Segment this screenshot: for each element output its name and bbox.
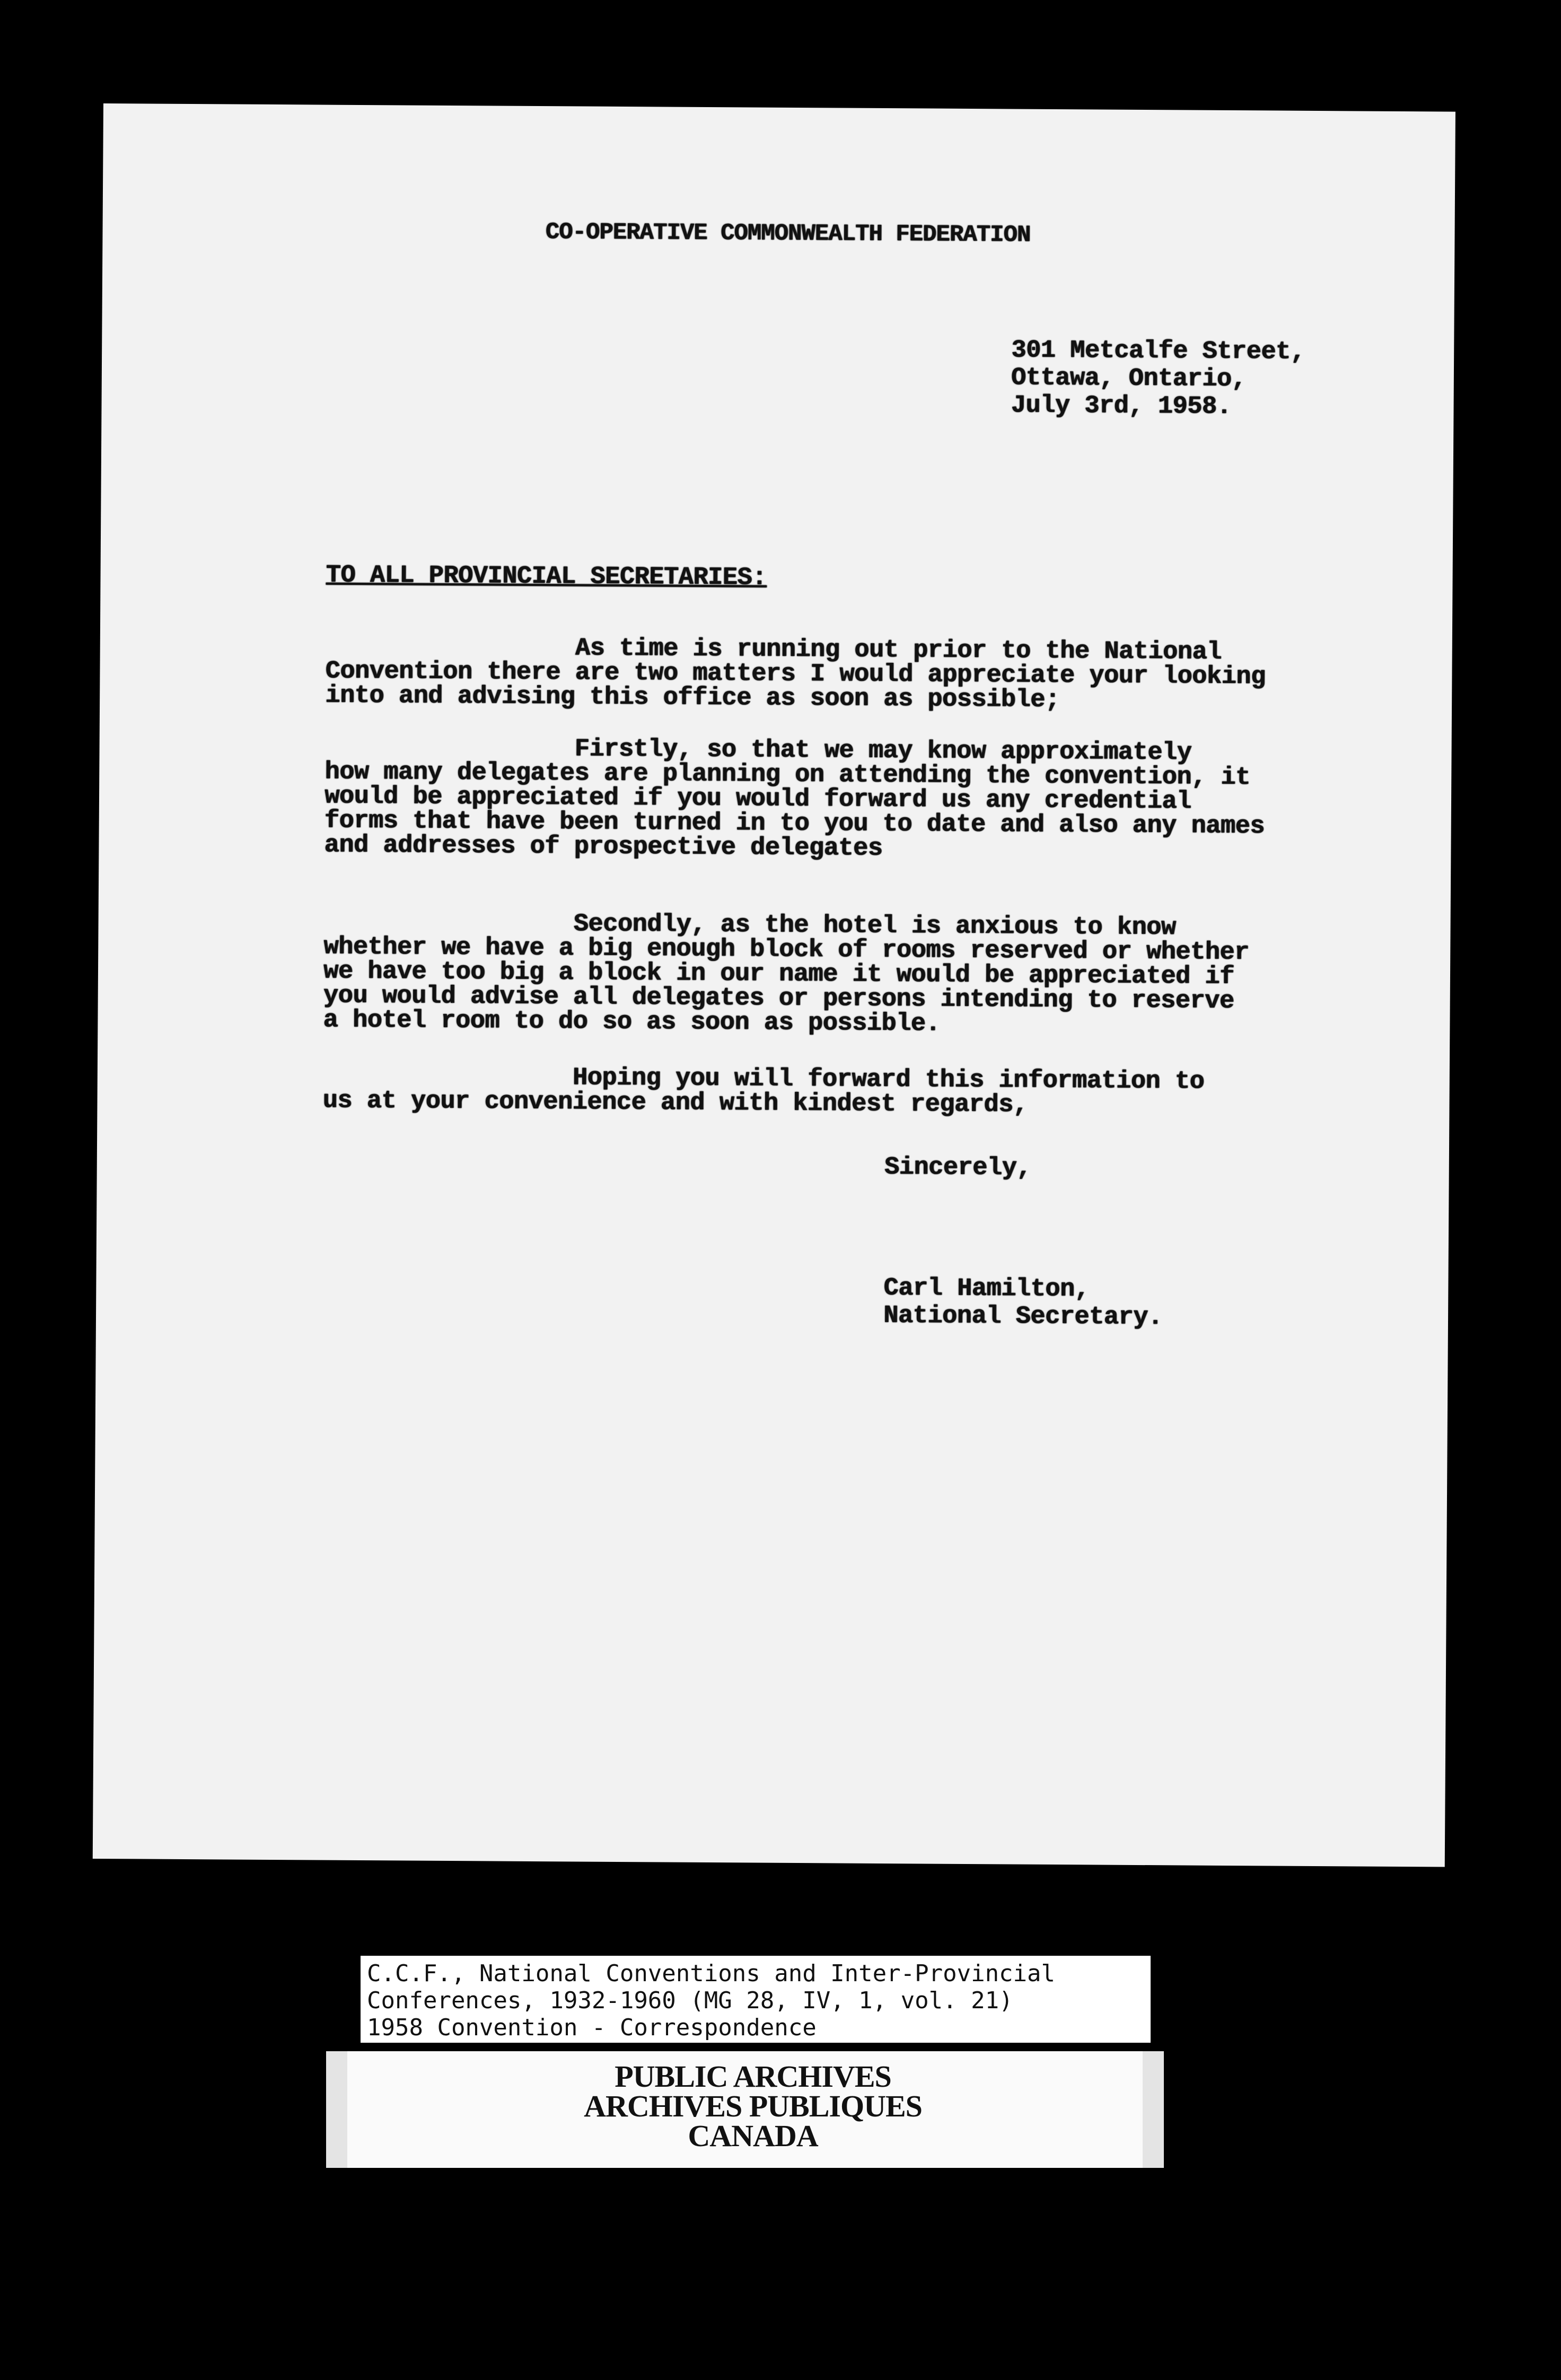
signature-block	[883, 1275, 1163, 1332]
closing: Sincerely,	[884, 1153, 1031, 1183]
stamp-line-3: CANADA	[688, 2119, 818, 2153]
stamp-line-1: PUBLIC ARCHIVES	[615, 2059, 891, 2094]
address-street: 301 Metcalfe Street,	[1011, 336, 1305, 366]
letter-page	[93, 103, 1455, 1867]
signature-title: National Secretary.	[883, 1302, 1163, 1332]
archive-label-line-2: Conferences, 1932-1960 (MG 28, IV, 1, vol. 21)	[367, 1987, 1013, 2014]
body-paragraph-3: Secondly, as the hotel is anxious to know whether we have a big enough block of rooms reserved or whether we have too big a block in our name it would be appreciated if you would advise all delegates or persons intending to reserve a hotel room to do so as soon as possible.	[323, 908, 1249, 1038]
stamp-line-2: ARCHIVES PUBLIQUES	[584, 2089, 922, 2123]
letterhead-title: CO-OPERATIVE COMMONWEALTH FEDERATION	[545, 219, 1031, 249]
letter-date: July 3rd, 1958.	[1011, 391, 1232, 422]
sender-address	[1011, 337, 1305, 421]
address-city: Ottawa, Ontario,	[1011, 364, 1247, 394]
body-paragraph-1: As time is running out prior to the National Convention there are two matters I would appreciate your looking into and advising this office as soon as possible;	[325, 633, 1266, 715]
salutation: TO ALL PROVINCIAL SECRETARIES:	[326, 561, 767, 592]
body-paragraph-2: Firstly, so that we may know approximately how many delegates are planning on attending the convention, it would be appreciated if you would forward us any credential forms that have been turned in to you to date and also any names and addresses of prospective delegates	[324, 733, 1265, 863]
archive-stamp	[326, 2051, 1164, 2168]
archive-label-line-1: C.C.F., National Conventions and Inter-Provincial	[367, 1960, 1056, 1987]
archive-label-line-3: 1958 Convention - Correspondence	[367, 2014, 817, 2041]
signature-name: Carl Hamilton,	[883, 1274, 1090, 1304]
body-paragraph-4: Hoping you will forward this information to us at your convenience and with kindest regards,	[322, 1062, 1205, 1119]
archive-reference-label	[361, 1956, 1151, 2043]
